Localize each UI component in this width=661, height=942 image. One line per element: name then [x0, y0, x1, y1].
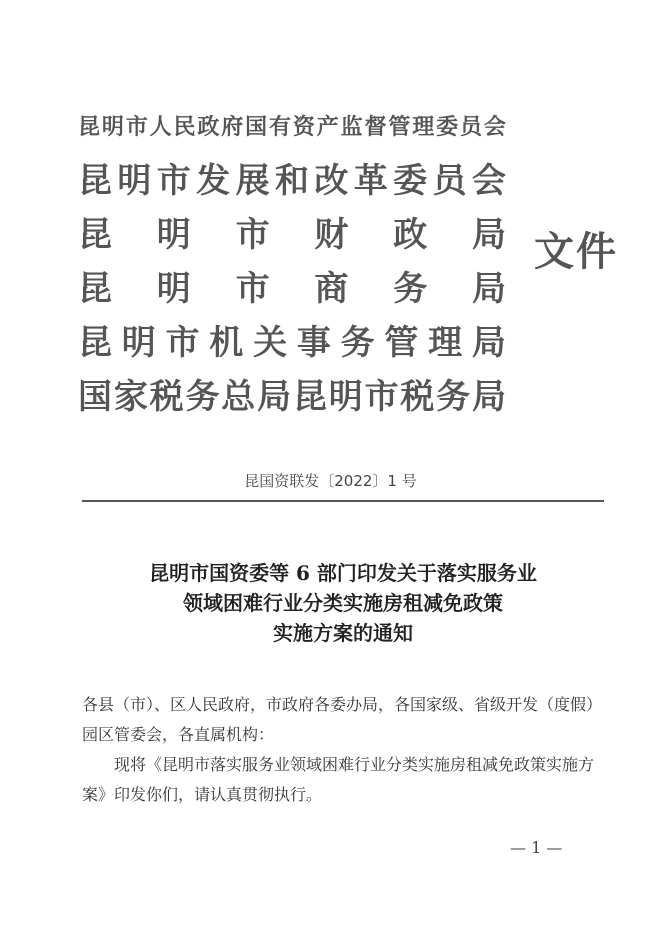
notice-body [82, 690, 602, 810]
issuer-char: 资 [292, 114, 315, 140]
issuer-char: 督 [364, 114, 387, 140]
issuer-char: 明 [121, 323, 156, 363]
issuer-char: 税 [400, 377, 435, 417]
document-number: 昆国资联发〔2022〕1 号 [244, 472, 417, 490]
issuer-char: 务 [340, 323, 375, 363]
issuer-char: 机 [209, 323, 244, 363]
issuer-char: 理 [428, 323, 463, 363]
issuer-char: 革 [353, 161, 388, 201]
issuer-char: 国 [78, 377, 112, 417]
issuer-char: 民 [173, 114, 196, 140]
issuer-char: 和 [274, 161, 309, 201]
issuer-char: 昆 [78, 161, 112, 201]
issuer-char: 局 [471, 215, 506, 255]
issuer-char: 会 [483, 114, 506, 140]
title-line-1: 昆明市国资委等 6 部门印发关于落实服务业 [149, 561, 537, 585]
issuer-char: 政 [393, 215, 428, 255]
issuer-char: 明 [156, 215, 191, 255]
page-number: — 1 — [510, 838, 563, 857]
issuer-line [78, 208, 506, 262]
issuer-char: 国 [245, 114, 268, 140]
issuer-char: 监 [340, 114, 363, 140]
issuer-char: 局 [471, 323, 506, 363]
issuer-char: 局 [257, 377, 292, 417]
issuer-char: 昆 [78, 269, 112, 309]
issuer-char: 委 [436, 114, 459, 140]
issuer-char: 展 [235, 161, 270, 201]
issuing-authorities [78, 100, 506, 424]
issuer-char: 家 [113, 377, 148, 417]
issuer-char: 府 [221, 114, 244, 140]
header-divider [82, 500, 604, 502]
issuer-char: 局 [471, 377, 506, 417]
issuer-char: 昆 [78, 114, 101, 140]
issuer-line [78, 316, 506, 370]
document-word: 文件 [534, 228, 618, 275]
title-line-2: 领域困难行业分类实施房租减免政策 [183, 591, 503, 615]
issuer-char: 明 [328, 377, 363, 417]
issuer-line [78, 262, 506, 316]
issuer-char: 市 [156, 161, 191, 201]
issuer-char: 总 [221, 377, 256, 417]
issuer-char: 局 [471, 269, 506, 309]
issuer-char: 明 [101, 114, 124, 140]
issuer-char: 管 [384, 323, 419, 363]
issuer-char: 财 [314, 215, 349, 255]
issuer-char: 产 [316, 114, 339, 140]
issuer-line [78, 100, 506, 154]
issuer-char: 明 [117, 161, 152, 201]
issuer-char: 税 [149, 377, 184, 417]
issuer-char: 理 [412, 114, 435, 140]
issuer-char: 明 [156, 269, 191, 309]
issuer-char: 事 [296, 323, 331, 363]
issuer-char: 发 [196, 161, 231, 201]
title-line-3: 实施方案的通知 [273, 621, 413, 645]
issuer-char: 有 [269, 114, 292, 140]
issuer-char: 务 [393, 269, 428, 309]
issuer-char: 市 [235, 269, 270, 309]
issuer-char: 市 [125, 114, 148, 140]
body-paragraph: 现将《昆明市落实服务业领域困难行业分类实施房租减免政策实施方案》印发你们，请认真贯彻执行。 [82, 755, 595, 804]
issuer-char: 员 [460, 114, 483, 140]
issuer-char: 昆 [78, 215, 112, 255]
issuer-char: 委 [393, 161, 428, 201]
issuer-char: 关 [253, 323, 288, 363]
issuer-char: 务 [436, 377, 471, 417]
issuer-char: 昆 [292, 377, 327, 417]
issuer-char: 市 [364, 377, 399, 417]
notice-title [82, 558, 604, 648]
issuer-char: 改 [314, 161, 349, 201]
issuer-char: 市 [235, 215, 270, 255]
issuer-line [78, 154, 506, 208]
issuer-char: 会 [471, 161, 506, 201]
issuer-char: 务 [185, 377, 220, 417]
issuer-char: 昆 [78, 323, 112, 363]
issuer-char: 商 [314, 269, 349, 309]
issuer-char: 员 [432, 161, 467, 201]
issuer-char: 人 [149, 114, 172, 140]
issuer-line [78, 370, 506, 424]
issuer-char: 政 [197, 114, 220, 140]
issuer-char: 市 [165, 323, 200, 363]
addressee: 各县（市）、区人民政府，市政府各委办局，各国家级、省级开发（度假）园区管委会，各直属机构： [82, 695, 603, 744]
issuer-char: 管 [388, 114, 411, 140]
